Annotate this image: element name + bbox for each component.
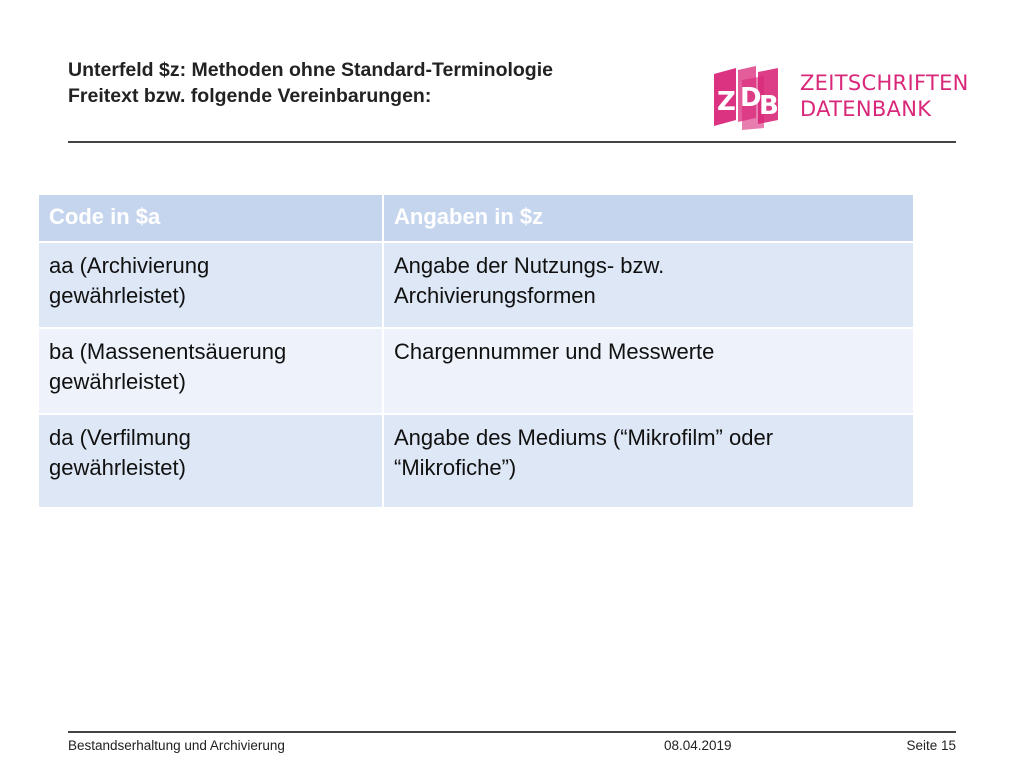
cell-line: gewährleistet) <box>49 283 186 308</box>
cell-line: Angabe der Nutzungs- bzw. <box>394 253 665 278</box>
footer-divider <box>68 731 956 733</box>
title-line-1: Unterfeld $z: Methoden ohne Standard-Terminologie <box>68 59 553 81</box>
slide-title <box>68 57 688 109</box>
cell-line: “Mikrofiche”) <box>394 455 517 480</box>
zdb-logo <box>712 64 969 130</box>
table-row <box>38 414 914 508</box>
header-divider <box>68 141 956 143</box>
cell-code <box>38 328 383 414</box>
cell-info <box>383 242 914 328</box>
footer-topic: Bestandserhaltung und Archivierung <box>68 738 285 753</box>
title-line-2: Freitext bzw. folgende Vereinbarungen: <box>68 85 432 107</box>
footer-date: 08.04.2019 <box>664 738 732 753</box>
cell-line: gewährleistet) <box>49 369 186 394</box>
footer-page-number: Seite 15 <box>906 738 956 753</box>
logo-line-1: ZEITSCHRIFTEN <box>800 71 969 95</box>
cell-info <box>383 414 914 508</box>
cell-line: aa (Archivierung <box>49 253 210 278</box>
cell-code <box>38 242 383 328</box>
svg-text:B: B <box>759 91 779 121</box>
table-row <box>38 242 914 328</box>
header-code: Code in $a <box>38 194 383 242</box>
svg-text:D: D <box>740 83 762 113</box>
logo-wordmark <box>800 70 969 122</box>
svg-text:Z: Z <box>717 87 736 117</box>
header-info: Angaben in $z <box>383 194 914 242</box>
cell-code <box>38 414 383 508</box>
table-row <box>38 328 914 414</box>
table-header-row <box>38 194 914 242</box>
cell-line: Archivierungsformen <box>394 283 596 308</box>
cell-line: ba (Massenentsäuerung <box>49 339 287 364</box>
cell-line: gewährleistet) <box>49 455 186 480</box>
zdb-logo-mark-icon <box>712 64 792 130</box>
code-table <box>37 193 915 509</box>
cell-info <box>383 328 914 414</box>
cell-line: Chargennummer und Messwerte <box>394 339 715 364</box>
cell-line: da (Verfilmung <box>49 425 191 450</box>
logo-line-2: DATENBANK <box>800 97 932 121</box>
cell-line: Angabe des Mediums (“Mikrofilm” oder <box>394 425 774 450</box>
